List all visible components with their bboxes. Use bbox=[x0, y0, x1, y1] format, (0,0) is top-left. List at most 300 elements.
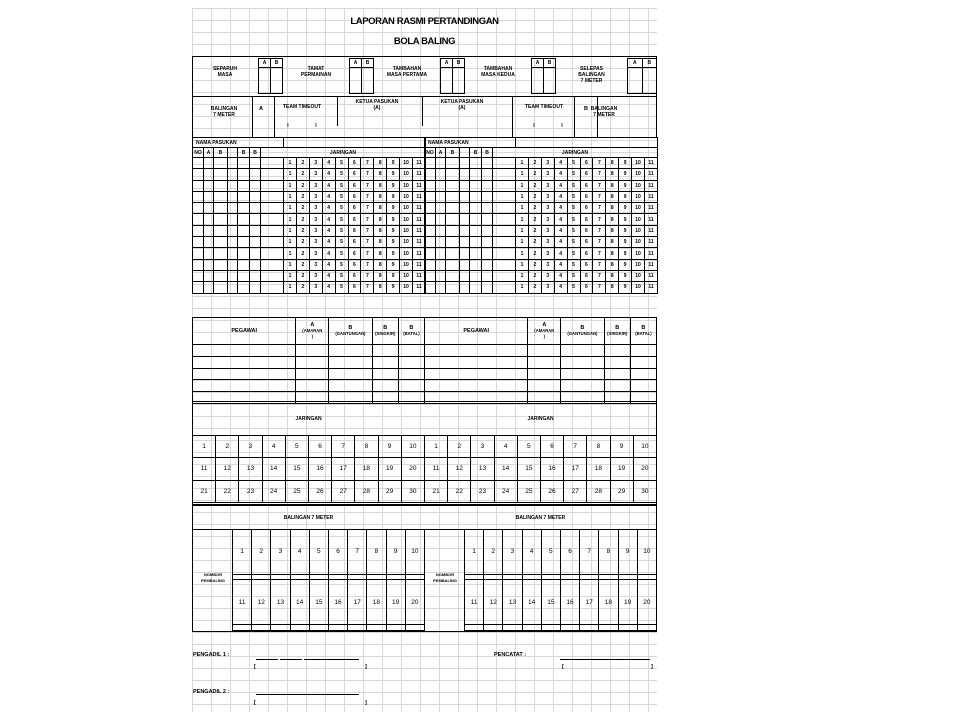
player-cell[interactable] bbox=[204, 158, 214, 169]
player-cell[interactable] bbox=[482, 158, 493, 169]
goal-cell[interactable]: 9 bbox=[619, 282, 632, 293]
player-cell[interactable] bbox=[214, 282, 228, 293]
goal-cell[interactable]: 5 bbox=[335, 225, 348, 236]
goal-cell[interactable]: 1 bbox=[284, 180, 297, 191]
player-cell[interactable] bbox=[436, 180, 446, 191]
goal-cell[interactable]: 9 bbox=[387, 248, 400, 259]
player-cell[interactable] bbox=[482, 237, 493, 248]
officials-cell[interactable] bbox=[296, 345, 329, 357]
player-cell[interactable] bbox=[238, 225, 250, 236]
goal-cell[interactable]: 2 bbox=[528, 203, 541, 214]
player-cell[interactable] bbox=[425, 180, 436, 191]
goal-cell[interactable]: 11 bbox=[412, 203, 425, 214]
goal-number-cell[interactable]: 25 bbox=[285, 480, 308, 502]
officials-cell[interactable] bbox=[372, 380, 398, 392]
player-cell[interactable] bbox=[238, 169, 250, 180]
officials-cell[interactable] bbox=[604, 380, 630, 392]
player-cell[interactable] bbox=[470, 203, 482, 214]
goal-cell[interactable]: 10 bbox=[400, 191, 413, 202]
goal-number-cell[interactable]: 24 bbox=[494, 480, 517, 502]
player-cell[interactable] bbox=[228, 282, 238, 293]
goal-cell[interactable]: 10 bbox=[400, 282, 413, 293]
goal-cell[interactable]: 5 bbox=[335, 259, 348, 270]
goal-cell[interactable]: 3 bbox=[309, 259, 322, 270]
pencatat-line[interactable] bbox=[560, 659, 650, 660]
goal-cell[interactable]: 11 bbox=[412, 270, 425, 281]
goal-cell[interactable]: 6 bbox=[348, 180, 361, 191]
goal-cell[interactable]: 9 bbox=[619, 270, 632, 281]
player-cell[interactable] bbox=[193, 169, 204, 180]
goal-cell[interactable]: 4 bbox=[554, 225, 567, 236]
goal-cell[interactable]: 11 bbox=[412, 225, 425, 236]
player-cell[interactable] bbox=[436, 270, 446, 281]
goal-cell[interactable]: 9 bbox=[619, 203, 632, 214]
goal-cell[interactable]: 8 bbox=[374, 214, 387, 225]
goal-cell[interactable]: 8 bbox=[374, 248, 387, 259]
player-cell[interactable] bbox=[460, 214, 470, 225]
player-cell[interactable] bbox=[204, 259, 214, 270]
goal-cell[interactable]: 7 bbox=[361, 169, 374, 180]
goal-number-cell[interactable]: 9 bbox=[610, 436, 633, 458]
goal-number-cell[interactable]: 25 bbox=[517, 480, 540, 502]
player-cell[interactable] bbox=[238, 248, 250, 259]
goal-cell[interactable]: 8 bbox=[374, 225, 387, 236]
player-cell[interactable] bbox=[446, 158, 460, 169]
goal-cell[interactable]: 4 bbox=[554, 282, 567, 293]
player-cell[interactable] bbox=[193, 191, 204, 202]
player-cell[interactable] bbox=[482, 169, 493, 180]
goal-number-cell[interactable]: 17 bbox=[564, 458, 587, 480]
player-cell[interactable] bbox=[460, 282, 470, 293]
score-cell[interactable] bbox=[441, 68, 453, 94]
penalty-entry-cell[interactable] bbox=[560, 625, 579, 631]
goal-cell[interactable]: 1 bbox=[516, 180, 529, 191]
player-cell[interactable] bbox=[446, 191, 460, 202]
player-cell[interactable] bbox=[436, 282, 446, 293]
penalty-number-cell[interactable]: 14 bbox=[290, 580, 309, 625]
player-cell[interactable] bbox=[470, 180, 482, 191]
score-cell[interactable] bbox=[532, 68, 544, 94]
goal-cell[interactable]: 11 bbox=[412, 259, 425, 270]
goal-cell[interactable]: 3 bbox=[541, 259, 554, 270]
goal-cell[interactable]: 2 bbox=[296, 270, 309, 281]
penalty-number-cell[interactable]: 16 bbox=[560, 580, 579, 625]
player-cell[interactable] bbox=[250, 158, 261, 169]
player-cell[interactable] bbox=[446, 237, 460, 248]
penalty-number-cell[interactable]: 13 bbox=[503, 580, 522, 625]
player-cell[interactable] bbox=[204, 191, 214, 202]
player-cell[interactable] bbox=[460, 203, 470, 214]
goal-cell[interactable]: 5 bbox=[335, 270, 348, 281]
goal-cell[interactable]: 2 bbox=[296, 237, 309, 248]
goal-cell[interactable]: 9 bbox=[619, 180, 632, 191]
player-cell[interactable] bbox=[228, 180, 238, 191]
officials-cell[interactable] bbox=[528, 356, 561, 368]
penalty-entry-cell[interactable] bbox=[271, 625, 290, 631]
goal-cell[interactable]: 4 bbox=[322, 214, 335, 225]
score-cell[interactable] bbox=[350, 68, 362, 94]
goal-number-cell[interactable]: 26 bbox=[308, 480, 331, 502]
goal-cell[interactable]: 9 bbox=[387, 203, 400, 214]
goal-cell[interactable]: 11 bbox=[644, 158, 657, 169]
officials-cell[interactable] bbox=[425, 380, 528, 392]
score-cell[interactable] bbox=[453, 68, 465, 94]
player-cell[interactable] bbox=[460, 259, 470, 270]
player-cell[interactable] bbox=[482, 270, 493, 281]
penalty-entry-cell[interactable] bbox=[328, 625, 347, 631]
goal-cell[interactable]: 8 bbox=[606, 282, 619, 293]
goal-cell[interactable]: 8 bbox=[374, 203, 387, 214]
player-cell[interactable] bbox=[193, 203, 204, 214]
penalty-number-cell[interactable]: 9 bbox=[618, 530, 637, 575]
player-cell[interactable] bbox=[193, 259, 204, 270]
goal-cell[interactable]: 7 bbox=[593, 169, 606, 180]
goal-number-cell[interactable]: 29 bbox=[610, 480, 633, 502]
goal-cell[interactable]: 8 bbox=[606, 203, 619, 214]
goal-cell[interactable]: 5 bbox=[567, 248, 580, 259]
goal-cell[interactable]: 8 bbox=[374, 169, 387, 180]
penalty-number-cell[interactable]: 13 bbox=[271, 580, 290, 625]
goal-cell[interactable]: 9 bbox=[387, 169, 400, 180]
goal-cell[interactable]: 9 bbox=[619, 191, 632, 202]
goal-cell[interactable]: 6 bbox=[580, 225, 593, 236]
goal-cell[interactable]: 10 bbox=[632, 191, 645, 202]
goal-cell[interactable]: 5 bbox=[335, 248, 348, 259]
goal-cell[interactable]: 11 bbox=[412, 237, 425, 248]
goal-cell[interactable]: 6 bbox=[348, 282, 361, 293]
player-cell[interactable] bbox=[460, 158, 470, 169]
goal-cell[interactable]: 10 bbox=[632, 282, 645, 293]
goal-cell[interactable]: 6 bbox=[348, 214, 361, 225]
goal-cell[interactable]: 1 bbox=[516, 214, 529, 225]
goal-cell[interactable]: 10 bbox=[632, 180, 645, 191]
player-cell[interactable] bbox=[425, 191, 436, 202]
goal-cell[interactable]: 10 bbox=[632, 169, 645, 180]
goal-cell[interactable]: 2 bbox=[528, 270, 541, 281]
goal-cell[interactable]: 5 bbox=[567, 203, 580, 214]
goal-cell[interactable]: 1 bbox=[284, 237, 297, 248]
goal-cell[interactable]: 2 bbox=[296, 158, 309, 169]
goal-number-cell[interactable]: 24 bbox=[262, 480, 285, 502]
goal-cell[interactable]: 2 bbox=[296, 180, 309, 191]
player-cell[interactable] bbox=[228, 203, 238, 214]
penalty-entry-cell[interactable] bbox=[503, 625, 522, 631]
goal-cell[interactable]: 11 bbox=[644, 191, 657, 202]
player-cell[interactable] bbox=[238, 214, 250, 225]
player-cell[interactable] bbox=[460, 237, 470, 248]
goal-cell[interactable]: 5 bbox=[567, 158, 580, 169]
player-cell[interactable] bbox=[470, 225, 482, 236]
penalty-entry-cell[interactable] bbox=[637, 625, 656, 631]
goal-cell[interactable]: 7 bbox=[361, 259, 374, 270]
player-cell[interactable] bbox=[425, 237, 436, 248]
goal-cell[interactable]: 7 bbox=[593, 225, 606, 236]
goal-cell[interactable]: 3 bbox=[541, 225, 554, 236]
penalty-number-cell[interactable]: 19 bbox=[386, 580, 405, 625]
goal-cell[interactable]: 10 bbox=[632, 158, 645, 169]
goal-cell[interactable]: 10 bbox=[632, 225, 645, 236]
goal-cell[interactable]: 7 bbox=[593, 203, 606, 214]
player-cell[interactable] bbox=[250, 203, 261, 214]
officials-cell[interactable] bbox=[372, 345, 398, 357]
pengadil2-line[interactable] bbox=[256, 694, 359, 695]
goal-cell[interactable]: 6 bbox=[348, 158, 361, 169]
player-cell[interactable] bbox=[193, 237, 204, 248]
goal-number-cell[interactable]: 13 bbox=[239, 458, 262, 480]
goal-cell[interactable]: 10 bbox=[400, 203, 413, 214]
goal-cell[interactable]: 8 bbox=[606, 270, 619, 281]
goal-cell[interactable]: 9 bbox=[619, 248, 632, 259]
penalty-entry-cell[interactable] bbox=[290, 625, 309, 631]
player-cell[interactable] bbox=[446, 259, 460, 270]
goal-cell[interactable]: 1 bbox=[284, 214, 297, 225]
player-cell[interactable] bbox=[228, 248, 238, 259]
goal-number-cell[interactable]: 18 bbox=[587, 458, 610, 480]
score-cell[interactable] bbox=[628, 68, 643, 94]
goal-cell[interactable]: 10 bbox=[400, 158, 413, 169]
goal-cell[interactable]: 6 bbox=[580, 270, 593, 281]
player-cell[interactable] bbox=[193, 158, 204, 169]
goal-cell[interactable]: 5 bbox=[567, 237, 580, 248]
goal-cell[interactable]: 9 bbox=[619, 225, 632, 236]
penalty-number-cell[interactable]: 18 bbox=[599, 580, 618, 625]
goal-number-cell[interactable]: 4 bbox=[262, 436, 285, 458]
player-cell[interactable] bbox=[470, 237, 482, 248]
goal-cell[interactable]: 3 bbox=[309, 248, 322, 259]
goal-cell[interactable]: 5 bbox=[567, 270, 580, 281]
player-cell[interactable] bbox=[425, 282, 436, 293]
goal-cell[interactable]: 9 bbox=[619, 158, 632, 169]
player-cell[interactable] bbox=[460, 169, 470, 180]
goal-cell[interactable]: 11 bbox=[644, 259, 657, 270]
goal-number-cell[interactable]: 21 bbox=[425, 480, 448, 502]
goal-cell[interactable]: 7 bbox=[593, 270, 606, 281]
goal-number-cell[interactable]: 27 bbox=[564, 480, 587, 502]
goal-cell[interactable]: 5 bbox=[335, 214, 348, 225]
player-cell[interactable] bbox=[446, 169, 460, 180]
goal-cell[interactable]: 2 bbox=[528, 158, 541, 169]
player-cell[interactable] bbox=[425, 270, 436, 281]
goal-cell[interactable]: 1 bbox=[516, 237, 529, 248]
penalty-number-cell[interactable]: 19 bbox=[618, 580, 637, 625]
goal-cell[interactable]: 7 bbox=[361, 180, 374, 191]
goal-cell[interactable]: 5 bbox=[335, 282, 348, 293]
goal-number-cell[interactable]: 28 bbox=[587, 480, 610, 502]
goal-number-cell[interactable]: 8 bbox=[355, 436, 378, 458]
goal-cell[interactable]: 3 bbox=[309, 169, 322, 180]
goal-cell[interactable]: 1 bbox=[516, 248, 529, 259]
goal-cell[interactable]: 2 bbox=[296, 282, 309, 293]
goal-cell[interactable]: 5 bbox=[567, 191, 580, 202]
goal-cell[interactable]: 4 bbox=[554, 158, 567, 169]
goal-cell[interactable]: 11 bbox=[644, 248, 657, 259]
goal-number-cell[interactable]: 6 bbox=[308, 436, 331, 458]
goal-cell[interactable]: 7 bbox=[361, 270, 374, 281]
goal-cell[interactable]: 1 bbox=[516, 270, 529, 281]
officials-cell[interactable] bbox=[193, 380, 296, 392]
officials-cell[interactable] bbox=[630, 345, 656, 357]
goal-cell[interactable]: 2 bbox=[296, 259, 309, 270]
player-cell[interactable] bbox=[446, 225, 460, 236]
officials-cell[interactable] bbox=[193, 356, 296, 368]
goal-cell[interactable]: 3 bbox=[541, 237, 554, 248]
goal-number-cell[interactable]: 16 bbox=[540, 458, 563, 480]
officials-cell[interactable] bbox=[630, 356, 656, 368]
goal-cell[interactable]: 9 bbox=[387, 158, 400, 169]
goal-cell[interactable]: 1 bbox=[516, 203, 529, 214]
goal-cell[interactable]: 10 bbox=[400, 270, 413, 281]
goal-number-cell[interactable]: 20 bbox=[633, 458, 656, 480]
penalty-number-cell[interactable]: 5 bbox=[309, 530, 328, 575]
goal-number-cell[interactable]: 3 bbox=[239, 436, 262, 458]
goal-cell[interactable]: 5 bbox=[567, 214, 580, 225]
player-cell[interactable] bbox=[470, 191, 482, 202]
player-cell[interactable] bbox=[436, 237, 446, 248]
goal-number-cell[interactable]: 19 bbox=[378, 458, 401, 480]
penalty-number-cell[interactable]: 17 bbox=[580, 580, 599, 625]
goal-cell[interactable]: 7 bbox=[361, 282, 374, 293]
goal-cell[interactable]: 4 bbox=[322, 259, 335, 270]
goal-cell[interactable]: 1 bbox=[284, 158, 297, 169]
goal-cell[interactable]: 6 bbox=[580, 282, 593, 293]
player-cell[interactable] bbox=[482, 203, 493, 214]
penalty-entry-cell[interactable] bbox=[405, 625, 424, 631]
goal-cell[interactable]: 9 bbox=[387, 259, 400, 270]
penalty-number-cell[interactable]: 10 bbox=[637, 530, 656, 575]
penalty-entry-cell[interactable] bbox=[252, 625, 271, 631]
goal-cell[interactable]: 6 bbox=[348, 248, 361, 259]
penalty-entry-cell[interactable] bbox=[386, 625, 405, 631]
goal-number-cell[interactable]: 29 bbox=[378, 480, 401, 502]
goal-cell[interactable]: 4 bbox=[554, 248, 567, 259]
penalty-entry-cell[interactable] bbox=[599, 625, 618, 631]
officials-cell[interactable] bbox=[398, 345, 424, 357]
penalty-number-cell[interactable]: 20 bbox=[405, 580, 424, 625]
goal-number-cell[interactable]: 7 bbox=[564, 436, 587, 458]
penalty-number-cell[interactable]: 2 bbox=[484, 530, 503, 575]
player-cell[interactable] bbox=[482, 259, 493, 270]
player-cell[interactable] bbox=[425, 225, 436, 236]
goal-cell[interactable]: 6 bbox=[580, 237, 593, 248]
player-cell[interactable] bbox=[204, 282, 214, 293]
player-cell[interactable] bbox=[470, 214, 482, 225]
player-cell[interactable] bbox=[250, 225, 261, 236]
goal-number-cell[interactable]: 4 bbox=[494, 436, 517, 458]
goal-cell[interactable]: 3 bbox=[309, 270, 322, 281]
goal-cell[interactable]: 5 bbox=[335, 180, 348, 191]
officials-cell[interactable] bbox=[372, 368, 398, 380]
goal-cell[interactable]: 7 bbox=[593, 214, 606, 225]
goal-cell[interactable]: 6 bbox=[580, 180, 593, 191]
team-name-field[interactable] bbox=[516, 138, 658, 148]
goal-cell[interactable]: 10 bbox=[632, 237, 645, 248]
goal-number-cell[interactable]: 12 bbox=[216, 458, 239, 480]
player-cell[interactable] bbox=[228, 237, 238, 248]
penalty-number-cell[interactable]: 20 bbox=[637, 580, 656, 625]
goal-cell[interactable]: 3 bbox=[541, 203, 554, 214]
goal-cell[interactable]: 3 bbox=[541, 158, 554, 169]
player-cell[interactable] bbox=[482, 180, 493, 191]
penalty-number-cell[interactable]: 16 bbox=[328, 580, 347, 625]
goal-cell[interactable]: 1 bbox=[284, 203, 297, 214]
goal-number-cell[interactable]: 28 bbox=[355, 480, 378, 502]
goal-cell[interactable]: 1 bbox=[284, 248, 297, 259]
goal-number-cell[interactable]: 11 bbox=[193, 458, 216, 480]
goal-number-cell[interactable]: 11 bbox=[425, 458, 448, 480]
player-cell[interactable] bbox=[238, 282, 250, 293]
officials-cell[interactable] bbox=[398, 380, 424, 392]
goal-cell[interactable]: 1 bbox=[516, 169, 529, 180]
goal-number-cell[interactable]: 15 bbox=[285, 458, 308, 480]
goal-cell[interactable]: 8 bbox=[374, 180, 387, 191]
penalty-number-cell[interactable]: 8 bbox=[367, 530, 386, 575]
goal-number-cell[interactable]: 22 bbox=[216, 480, 239, 502]
player-cell[interactable] bbox=[425, 158, 436, 169]
goal-cell[interactable]: 4 bbox=[554, 191, 567, 202]
goal-cell[interactable]: 3 bbox=[309, 158, 322, 169]
officials-cell[interactable] bbox=[398, 356, 424, 368]
goal-cell[interactable]: 2 bbox=[296, 225, 309, 236]
goal-cell[interactable]: 4 bbox=[322, 270, 335, 281]
goal-cell[interactable]: 2 bbox=[296, 169, 309, 180]
goal-cell[interactable]: 11 bbox=[644, 169, 657, 180]
player-cell[interactable] bbox=[214, 191, 228, 202]
goal-number-cell[interactable]: 10 bbox=[633, 436, 656, 458]
officials-cell[interactable] bbox=[604, 345, 630, 357]
player-cell[interactable] bbox=[214, 248, 228, 259]
goal-cell[interactable]: 8 bbox=[606, 191, 619, 202]
officials-cell[interactable] bbox=[528, 345, 561, 357]
goal-number-cell[interactable]: 18 bbox=[355, 458, 378, 480]
officials-cell[interactable] bbox=[329, 345, 373, 357]
officials-cell[interactable] bbox=[329, 368, 373, 380]
player-cell[interactable] bbox=[425, 248, 436, 259]
player-cell[interactable] bbox=[214, 259, 228, 270]
player-cell[interactable] bbox=[204, 214, 214, 225]
penalty-number-cell[interactable]: 5 bbox=[541, 530, 560, 575]
goal-cell[interactable]: 9 bbox=[387, 180, 400, 191]
goal-cell[interactable]: 3 bbox=[541, 191, 554, 202]
goal-cell[interactable]: 4 bbox=[322, 225, 335, 236]
player-cell[interactable] bbox=[482, 214, 493, 225]
officials-cell[interactable] bbox=[561, 368, 605, 380]
goal-cell[interactable]: 3 bbox=[309, 214, 322, 225]
goal-cell[interactable]: 7 bbox=[593, 191, 606, 202]
score-cell[interactable] bbox=[362, 68, 374, 94]
officials-cell[interactable] bbox=[425, 368, 528, 380]
goal-cell[interactable]: 9 bbox=[619, 259, 632, 270]
goal-cell[interactable]: 4 bbox=[554, 270, 567, 281]
player-cell[interactable] bbox=[250, 248, 261, 259]
goal-cell[interactable]: 8 bbox=[606, 237, 619, 248]
player-cell[interactable] bbox=[204, 248, 214, 259]
goal-number-cell[interactable]: 19 bbox=[610, 458, 633, 480]
goal-cell[interactable]: 9 bbox=[619, 237, 632, 248]
player-cell[interactable] bbox=[482, 225, 493, 236]
team-name-field[interactable] bbox=[284, 138, 426, 148]
goal-cell[interactable]: 10 bbox=[400, 248, 413, 259]
goal-cell[interactable]: 8 bbox=[374, 191, 387, 202]
player-cell[interactable] bbox=[214, 214, 228, 225]
goal-cell[interactable]: 4 bbox=[554, 203, 567, 214]
player-cell[interactable] bbox=[470, 158, 482, 169]
goal-cell[interactable]: 8 bbox=[606, 214, 619, 225]
officials-cell[interactable] bbox=[561, 380, 605, 392]
penalty-number-cell[interactable]: 11 bbox=[233, 580, 252, 625]
player-cell[interactable] bbox=[250, 259, 261, 270]
goal-number-cell[interactable]: 13 bbox=[471, 458, 494, 480]
goal-cell[interactable]: 11 bbox=[412, 282, 425, 293]
